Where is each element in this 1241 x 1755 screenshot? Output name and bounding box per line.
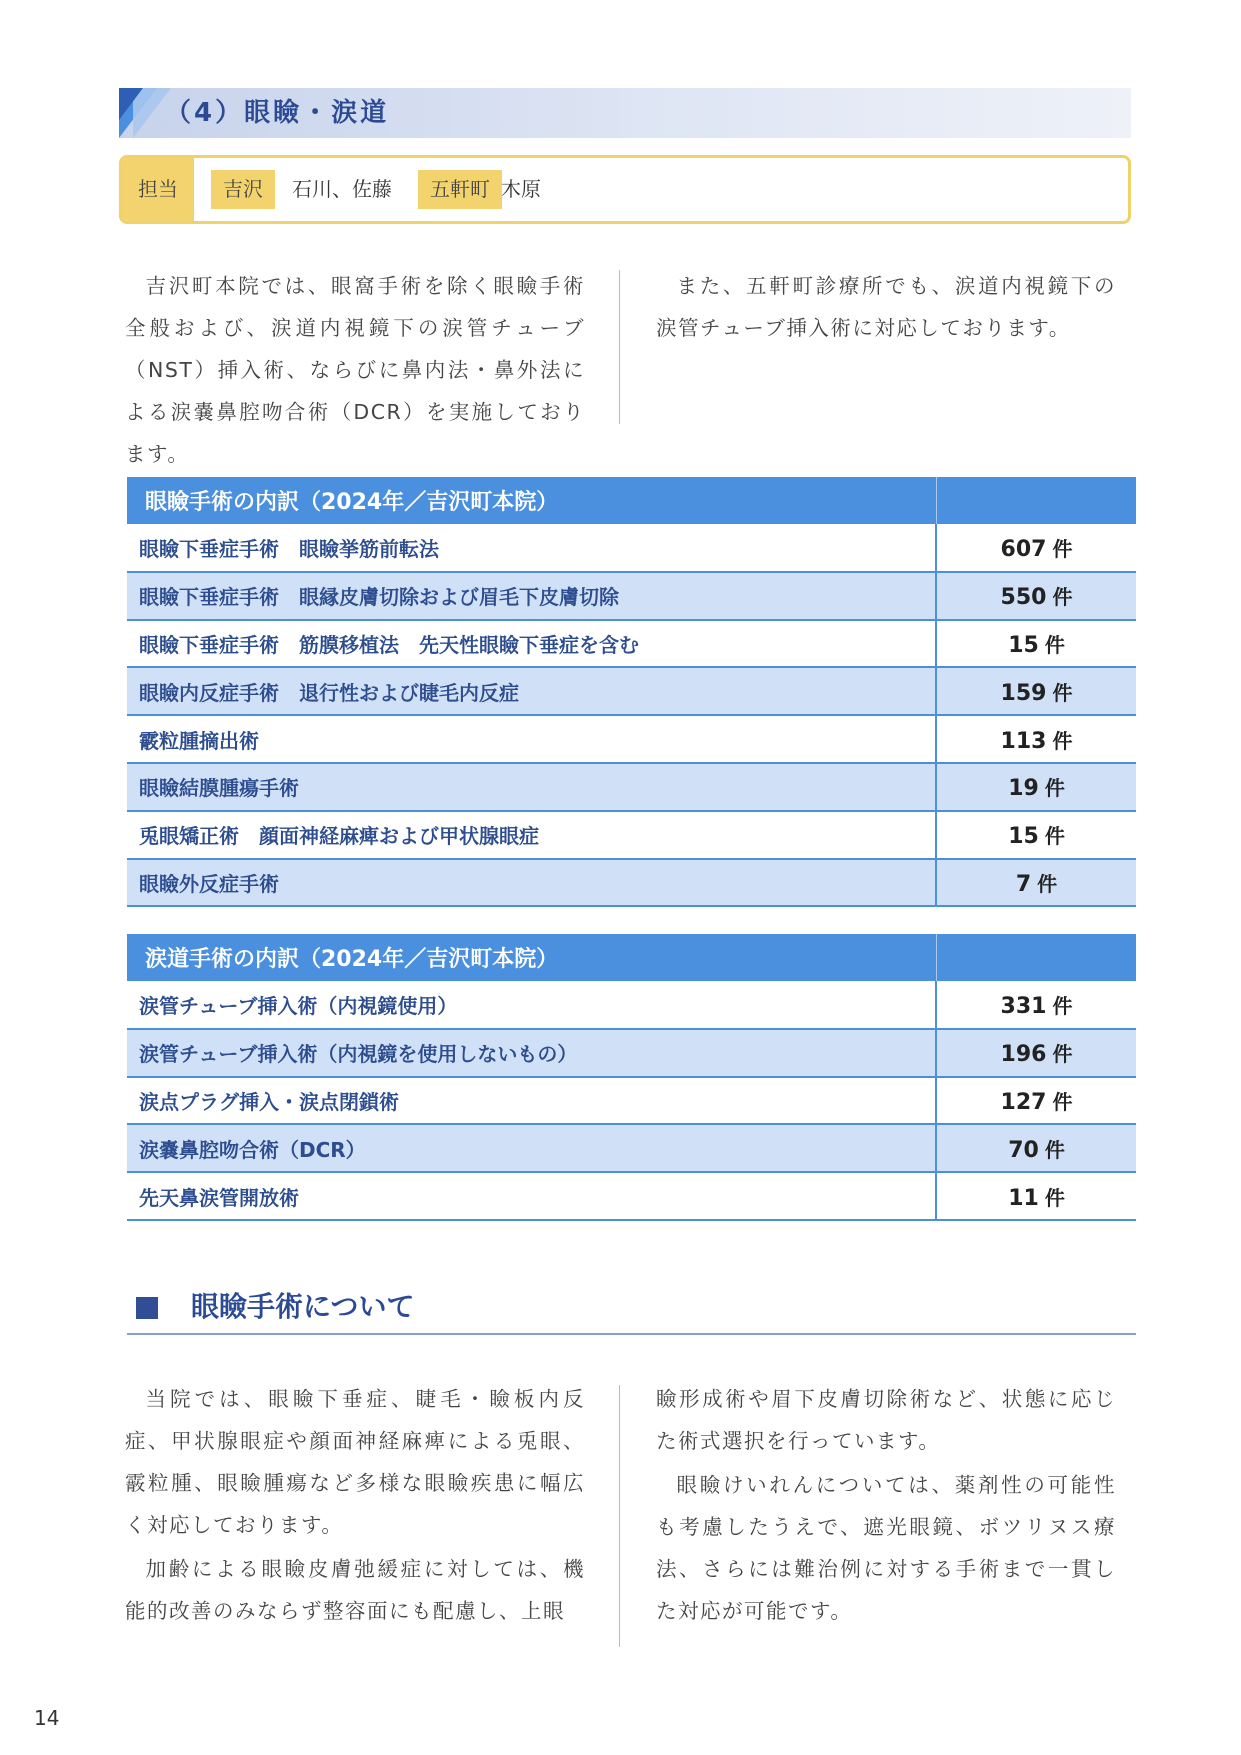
row-name: 霰粒腫摘出術 [127, 715, 936, 763]
row-name: 眼瞼下垂症手術 眼縁皮膚切除および眉毛下皮膚切除 [127, 572, 936, 620]
table-header-empty [936, 934, 1136, 981]
column-divider [619, 270, 620, 424]
row-name: 眼瞼内反症手術 退行性および睫毛内反症 [127, 667, 936, 715]
table-title: 眼瞼手術の内訳（2024年／吉沢町本院） [127, 477, 936, 524]
page-number: 14 [34, 1706, 60, 1730]
row-name: 先天鼻涙管開放術 [127, 1172, 936, 1220]
row-count: 550 件 [936, 572, 1136, 620]
table-row [127, 715, 1136, 763]
row-count: 331 件 [936, 981, 1136, 1029]
body-right-paragraph-1: 瞼形成術や眉下皮膚切除術など、状態に応じた術式選択を行っています。 [656, 1387, 1116, 1453]
table-row [127, 667, 1136, 715]
row-name: 兎眼矯正術 顔面神経麻痺および甲状腺眼症 [127, 811, 936, 859]
table-title: 涙道手術の内訳（2024年／吉沢町本院） [127, 934, 936, 981]
row-count: 15 件 [936, 620, 1136, 668]
row-name: 眼瞼結膜腫瘍手術 [127, 763, 936, 811]
column-divider [619, 1385, 620, 1647]
body-left-column [125, 1378, 585, 1632]
staff-label: 担当 [122, 158, 194, 221]
row-count: 159 件 [936, 667, 1136, 715]
staff-box [119, 155, 1131, 224]
row-name: 眼瞼下垂症手術 筋膜移植法 先天性眼瞼下垂症を含む [127, 620, 936, 668]
square-bullet-icon [136, 1297, 158, 1319]
subheading-title: 眼瞼手術について [191, 1290, 415, 1323]
eyelid-surgery-table [127, 477, 1136, 907]
row-name: 眼瞼外反症手術 [127, 859, 936, 907]
table-row [127, 1172, 1136, 1220]
table-row [127, 524, 1136, 572]
lacrimal-surgery-table [127, 934, 1136, 1221]
row-count: 15 件 [936, 811, 1136, 859]
intro-left-text: 吉沢町本院では、眼窩手術を除く眼瞼手術全般および、涙道内視鏡下の涙管チューブ（NST）挿入術、ならびに鼻内法・鼻外法による涙嚢鼻腔吻合術（DCR）を実施しております。 [125, 274, 585, 466]
table-row [127, 1077, 1136, 1125]
body-right-column [656, 1378, 1116, 1632]
row-count: 113 件 [936, 715, 1136, 763]
body-left-paragraph-1: 当院では、眼瞼下垂症、睫毛・瞼板内反症、甲状腺眼症や顔面神経麻痺による兎眼、霰粒腫、眼瞼腫瘍など多様な眼瞼疾患に幅広く対応しております。 [125, 1387, 585, 1537]
intro-right-text: また、五軒町診療所でも、涙道内視鏡下の涙管チューブ挿入術に対応しております。 [656, 274, 1116, 340]
row-count: 7 件 [936, 859, 1136, 907]
location-tag-gokencho: 五軒町 [418, 170, 502, 209]
row-count: 19 件 [936, 763, 1136, 811]
intro-left-column [125, 265, 585, 475]
table-row [127, 572, 1136, 620]
row-name: 眼瞼下垂症手術 眼瞼挙筋前転法 [127, 524, 936, 572]
row-name: 涙嚢鼻腔吻合術（DCR） [127, 1124, 936, 1172]
table-row [127, 1029, 1136, 1077]
table-row [127, 811, 1136, 859]
section-banner [119, 88, 1131, 138]
row-count: 70 件 [936, 1124, 1136, 1172]
intro-right-column [656, 265, 1116, 349]
table-row [127, 620, 1136, 668]
section-title: （4）眼瞼・涙道 [165, 98, 390, 128]
body-left-paragraph-2: 加齢による眼瞼皮膚弛緩症に対しては、機能的改善のみならず整容面にも配慮し、上眼 [125, 1557, 585, 1623]
row-name: 涙管チューブ挿入術（内視鏡を使用しないもの） [127, 1029, 936, 1077]
table-header-empty [936, 477, 1136, 524]
row-count: 196 件 [936, 1029, 1136, 1077]
table-row [127, 859, 1136, 907]
subheading [127, 1285, 1136, 1335]
row-count: 127 件 [936, 1077, 1136, 1125]
staff-names-yoshizawa: 石川、佐藤 [292, 177, 392, 201]
row-name: 涙点プラグ挿入・涙点閉鎖術 [127, 1077, 936, 1125]
row-count: 11 件 [936, 1172, 1136, 1220]
body-right-paragraph-2: 眼瞼けいれんについては、薬剤性の可能性も考慮したうえで、遮光眼鏡、ボツリヌス療法、さらには難治例に対する手術まで一貫した対応が可能です。 [656, 1473, 1116, 1623]
row-name: 涙管チューブ挿入術（内視鏡使用） [127, 981, 936, 1029]
location-tag-yoshizawa: 吉沢 [211, 170, 275, 209]
staff-names-gokencho: 木原 [501, 177, 541, 201]
row-count: 607 件 [936, 524, 1136, 572]
table-row [127, 763, 1136, 811]
table-row [127, 981, 1136, 1029]
table-row [127, 1124, 1136, 1172]
